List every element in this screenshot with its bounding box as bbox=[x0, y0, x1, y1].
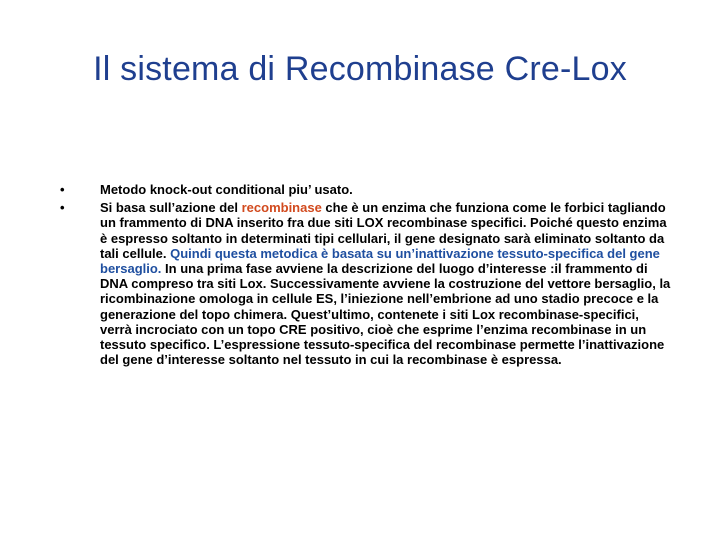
bullet-text-part3: In una prima fase avviene la descrizione del luogo d’interesse :il frammento di DNA compreso tra siti Lox. Successivamente avviene la costruzione del vettore bersaglio, la ricombinazione omologa in cellule ES, l’iniezione nell’embrione ad uno stadio precoce e la generazione del topo chimera. Quest’ultimo, contenete i siti Lox recombinase-specifici, verrà incrociato con un topo CRE positivo, cioè che esprime l’enzima recombinase in un tessuto specifico. L’espressione tessuto-specifica del recombinase permette l’inattivazione del gene d’interesse soltanto nel tessuto in cui la recombinase è espressa. bbox=[100, 261, 671, 368]
bullet-list bbox=[60, 182, 672, 370]
bullet-item-1 bbox=[60, 182, 672, 197]
highlight-tissue-specific: Quindi questa metodica è basata su un’inattivazione tessuto-specifica del gene bersaglio. bbox=[100, 245, 660, 277]
bullet-text: Metodo knock-out conditional piu’ usato. bbox=[100, 182, 353, 197]
bullet-dot-icon: • bbox=[60, 182, 65, 197]
bullet-text-part2: che è un enzima che funziona come le forbici tagliando un frammento di DNA inserito fra due siti LOX recombinase specifici. Poiché questo enzima è espresso soltanto in determinati tipi cellulari, il gene designato sarà eliminato soltanto da tali cellule. bbox=[100, 200, 667, 261]
bullet-dot-icon: • bbox=[60, 200, 65, 216]
highlight-recombinase: recombinase bbox=[241, 200, 322, 216]
bullet-text-part1: Si basa sull’azione del bbox=[100, 200, 242, 216]
slide-title: Il sistema di Recombinase Cre-Lox bbox=[93, 50, 627, 88]
bullet-item-2 bbox=[60, 200, 672, 367]
